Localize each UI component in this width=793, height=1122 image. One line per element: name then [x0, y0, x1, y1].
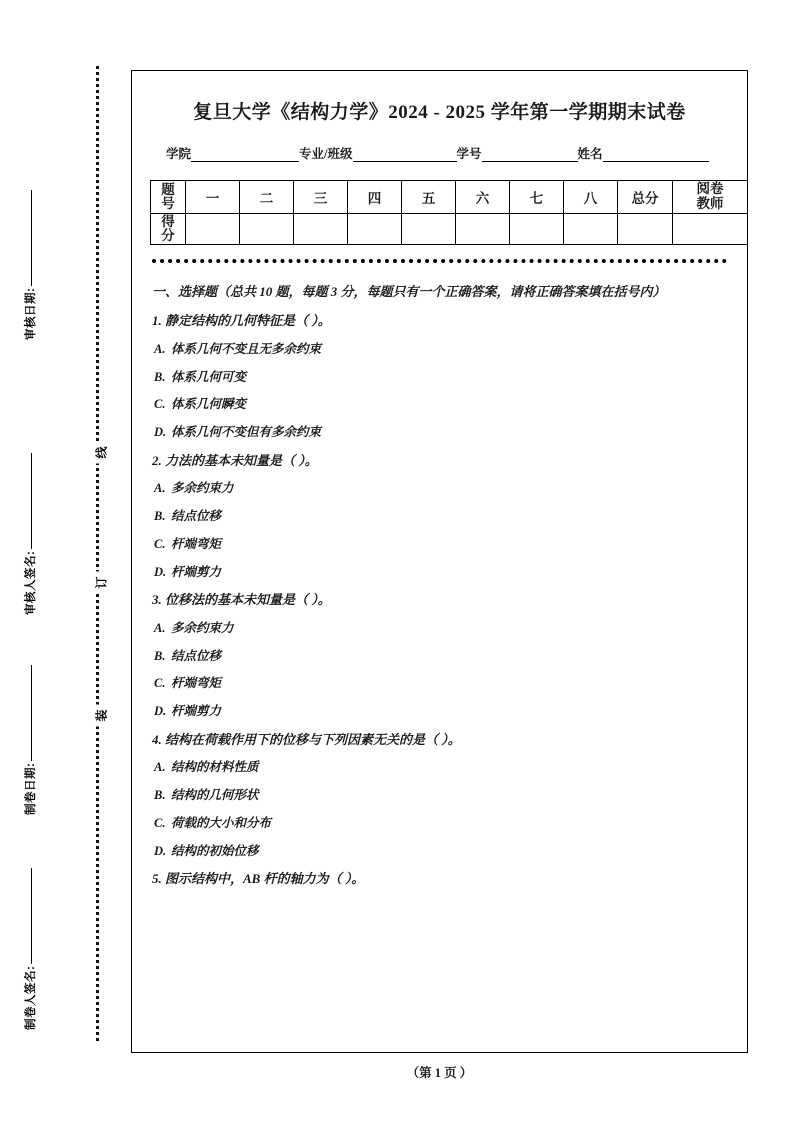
audit-date-label	[22, 40, 38, 340]
question-4-option-b-letter: B.	[154, 788, 166, 803]
question-4-option-d[interactable]	[154, 842, 725, 861]
col-head-4: 四	[348, 181, 402, 214]
question-1-option-b-text: 体系几何可变	[171, 369, 247, 384]
name-input[interactable]	[603, 148, 709, 162]
question-3-option-a[interactable]	[154, 619, 725, 638]
name-field[interactable]	[578, 144, 709, 162]
question-3-option-b-text: 结点位移	[171, 648, 222, 663]
question-2-option-b[interactable]	[154, 507, 725, 526]
col-head-5: 五	[402, 181, 456, 214]
question-2-option-a[interactable]	[154, 479, 725, 498]
question-2-option-d-text: 杆端剪力	[171, 564, 222, 579]
question-3-option-c-text: 杆端弯矩	[171, 676, 222, 691]
question-1-option-d[interactable]	[154, 423, 725, 442]
col-head-total: 总分	[618, 181, 673, 214]
question-body	[152, 281, 725, 889]
binding-char-seal: 装	[90, 705, 113, 727]
col-head-3: 三	[294, 181, 348, 214]
question-1-option-b-letter: B.	[154, 369, 166, 384]
score-cell-2[interactable]	[240, 213, 294, 244]
question-2-option-c-text: 杆端弯矩	[171, 536, 222, 551]
compiler-signature-label	[22, 730, 38, 1030]
question-1-option-a-letter: A.	[154, 341, 166, 356]
col-head-1: 一	[186, 181, 240, 214]
question-2-option-a-letter: A.	[154, 481, 166, 496]
audit-date-rule	[31, 190, 32, 286]
grader-label-line2: 教师	[696, 195, 724, 211]
col-head-8: 八	[564, 181, 618, 214]
score-table	[150, 180, 748, 245]
major-label: 专业/班级	[299, 147, 353, 161]
compile-date-text: 制卷日期:	[25, 762, 37, 815]
question-4-option-a-letter: A.	[154, 760, 166, 775]
question-4-number: 4.	[152, 731, 162, 747]
question-4-option-d-letter: D.	[154, 843, 167, 858]
question-1-option-a[interactable]	[154, 340, 725, 359]
question-3-option-d[interactable]	[154, 702, 725, 721]
section-divider	[152, 259, 727, 267]
score-cell-4[interactable]	[348, 213, 402, 244]
question-3-option-d-letter: D.	[154, 704, 167, 719]
row-header-q-char1: 题	[161, 181, 175, 197]
question-3-text: 位移法的基本未知量是（ ）。	[165, 592, 331, 608]
col-head-grader	[673, 181, 748, 214]
col-head-2: 二	[240, 181, 294, 214]
question-3	[152, 590, 725, 610]
question-2-option-b-letter: B.	[154, 509, 166, 524]
question-3-option-c-letter: C.	[154, 676, 166, 691]
question-4	[152, 730, 725, 750]
question-3-option-b-letter: B.	[154, 648, 166, 663]
table-row-scores	[151, 213, 748, 244]
student-id-label: 学号	[456, 147, 482, 161]
margin-annotations	[22, 70, 64, 1030]
question-3-option-b[interactable]	[154, 647, 725, 666]
question-2-option-a-text: 多余约束力	[171, 481, 234, 496]
score-cell-grader[interactable]	[673, 213, 748, 244]
question-4-option-c-letter: C.	[154, 815, 166, 830]
question-4-option-b-text: 结构的几何形状	[171, 788, 259, 803]
question-2-option-d[interactable]	[154, 563, 725, 582]
student-info-line	[166, 144, 723, 162]
question-4-text: 结构在荷载作用下的位移与下列因素无关的是（ ）。	[165, 731, 461, 747]
question-3-option-a-text: 多余约束力	[171, 620, 234, 635]
score-cell-6[interactable]	[456, 213, 510, 244]
question-3-option-c[interactable]	[154, 674, 725, 693]
question-4-option-b[interactable]	[154, 786, 725, 805]
question-1	[152, 311, 725, 331]
question-5-number: 5.	[152, 871, 162, 887]
question-4-option-a-text: 结构的材料性质	[171, 760, 259, 775]
score-cell-7[interactable]	[510, 213, 564, 244]
score-cell-3[interactable]	[294, 213, 348, 244]
question-2-option-d-letter: D.	[154, 564, 167, 579]
question-1-option-a-text: 体系几何不变且无多余约束	[171, 341, 322, 356]
major-field[interactable]	[299, 144, 456, 162]
college-label: 学院	[166, 147, 192, 161]
page-number-label: （第 1 页 ）	[406, 1066, 473, 1080]
section-heading: 一、选择题（总共 10 题，每题 3 分，每题只有一个正确答案，请将正确答案填在括号内）	[152, 284, 666, 300]
page-footer	[131, 1063, 748, 1081]
question-4-option-c[interactable]	[154, 814, 725, 833]
score-cell-5[interactable]	[402, 213, 456, 244]
student-id-input[interactable]	[482, 148, 578, 162]
page-title: 复旦大学《结构力学》2024 - 2025 学年第一学期期末试卷	[193, 102, 686, 123]
name-label: 姓名	[577, 147, 603, 161]
question-3-number: 3.	[152, 592, 162, 608]
row-header-question-number	[151, 181, 186, 214]
major-input[interactable]	[353, 148, 457, 162]
question-1-number: 1.	[152, 313, 162, 329]
question-1-option-d-text: 体系几何不变但有多余约束	[171, 425, 322, 440]
exam-sheet	[131, 70, 748, 1053]
auditor-signature-text: 审核人签名:	[25, 550, 37, 615]
row-header-q-char2: 号	[161, 195, 175, 211]
audit-date-text: 审核日期:	[25, 287, 37, 340]
question-4-option-a[interactable]	[154, 758, 725, 777]
binding-char-line: 线	[90, 442, 113, 464]
question-1-text: 静定结构的几何特征是（ ）。	[165, 313, 331, 329]
question-1-option-c[interactable]	[154, 395, 725, 414]
question-2-option-b-text: 结点位移	[171, 509, 222, 524]
grader-label-line1: 阅卷	[696, 181, 724, 196]
compiler-signature-text: 制卷人签名:	[25, 965, 37, 1030]
col-head-7: 七	[510, 181, 564, 214]
row-header-score	[151, 213, 186, 244]
question-4-option-d-text: 结构的初始位移	[171, 843, 259, 858]
binding-dotted-line	[94, 66, 109, 1041]
question-2-option-c[interactable]	[154, 535, 725, 554]
compiler-signature-rule	[31, 868, 32, 964]
question-2-option-c-letter: C.	[154, 536, 166, 551]
question-1-option-c-text: 体系几何瞬变	[171, 397, 247, 412]
question-5-text: 图示结构中，AB 杆的轴力为（ ）。	[165, 871, 365, 887]
question-3-option-a-letter: A.	[154, 620, 166, 635]
table-row-question-numbers	[151, 181, 748, 214]
row-header-s-char1: 得	[161, 213, 175, 229]
student-id-field[interactable]	[457, 144, 578, 162]
question-1-option-b[interactable]	[154, 368, 725, 387]
question-4-option-c-text: 荷载的大小和分布	[171, 815, 272, 830]
score-cell-1[interactable]	[186, 213, 240, 244]
college-input[interactable]	[191, 148, 299, 162]
col-head-6: 六	[456, 181, 510, 214]
question-1-option-c-letter: C.	[154, 397, 166, 412]
question-1-option-d-letter: D.	[154, 425, 167, 440]
score-cell-8[interactable]	[564, 213, 618, 244]
question-3-option-d-text: 杆端剪力	[171, 704, 222, 719]
question-5	[152, 869, 725, 889]
question-2-text: 力法的基本未知量是（ ）。	[165, 452, 318, 468]
college-field[interactable]	[166, 144, 299, 162]
score-cell-total[interactable]	[618, 213, 673, 244]
binding-char-bind: 订	[90, 572, 113, 594]
question-2	[152, 451, 725, 471]
question-2-number: 2.	[152, 452, 162, 468]
row-header-s-char2: 分	[161, 227, 175, 243]
